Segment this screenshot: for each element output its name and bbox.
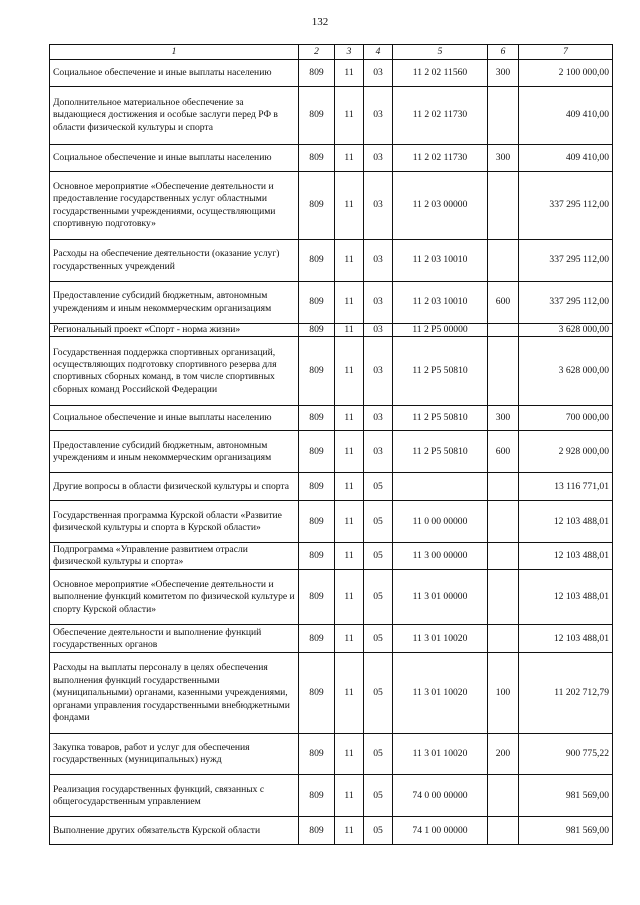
row-gr: 809 <box>299 337 335 406</box>
row-name: Закупка товаров, работ и услуг для обеспечения государственных (муниципальных) нужд <box>50 734 299 775</box>
row-pr: 05 <box>364 653 393 734</box>
row-name: Реализация государственных функций, связанных с общегосударственным управлением <box>50 775 299 817</box>
table-row <box>50 473 613 501</box>
col-header-7: 7 <box>519 45 613 60</box>
row-gr: 809 <box>299 625 335 653</box>
row-pr: 05 <box>364 625 393 653</box>
row-name: Государственная программа Курской области «Развитие физической культуры и спорта в Курской области» <box>50 501 299 543</box>
row-pr: 05 <box>364 473 393 501</box>
row-gr: 809 <box>299 87 335 145</box>
row-gr: 809 <box>299 734 335 775</box>
row-name: Предоставление субсидий бюджетным, автономным учреждениям и иным некоммерческим организациям <box>50 282 299 324</box>
row-csr: 11 2 P5 50810 <box>393 431 488 473</box>
row-pr: 03 <box>364 406 393 431</box>
row-sum: 12 103 488,01 <box>519 501 613 543</box>
row-rz: 11 <box>335 406 364 431</box>
row-gr: 809 <box>299 570 335 625</box>
row-name: Расходы на обеспечение деятельности (оказание услуг) государственных учреждений <box>50 240 299 282</box>
budget-table <box>49 44 613 845</box>
row-rz: 11 <box>335 87 364 145</box>
row-gr: 809 <box>299 543 335 570</box>
row-gr: 809 <box>299 817 335 845</box>
row-gr: 809 <box>299 282 335 324</box>
row-csr: 11 3 01 10020 <box>393 625 488 653</box>
row-rz: 11 <box>335 324 364 337</box>
row-gr: 809 <box>299 431 335 473</box>
row-vr: 300 <box>488 406 519 431</box>
header-row <box>50 45 613 60</box>
row-vr <box>488 337 519 406</box>
row-name: Предоставление субсидий бюджетным, автономным учреждениям и иным некоммерческим организациям <box>50 431 299 473</box>
row-rz: 11 <box>335 240 364 282</box>
row-csr: 11 3 00 00000 <box>393 543 488 570</box>
row-sum: 900 775,22 <box>519 734 613 775</box>
row-pr: 03 <box>364 60 393 87</box>
table-row <box>50 337 613 406</box>
row-name: Социальное обеспечение и иные выплаты населению <box>50 145 299 172</box>
row-sum: 981 569,00 <box>519 775 613 817</box>
row-sum: 3 628 000,00 <box>519 337 613 406</box>
table-row <box>50 501 613 543</box>
row-gr: 809 <box>299 145 335 172</box>
row-name: Основное мероприятие «Обеспечение деятельности и предоставление государственных услуг областными государственными учреждениями, осуществляющими спортивную подготовку» <box>50 172 299 240</box>
table-row <box>50 817 613 845</box>
row-name: Обеспечение деятельности и выполнение функций государственных органов <box>50 625 299 653</box>
row-rz: 11 <box>335 337 364 406</box>
row-name: Другие вопросы в области физической культуры и спорта <box>50 473 299 501</box>
col-header-3: 3 <box>335 45 364 60</box>
row-sum: 337 295 112,00 <box>519 282 613 324</box>
table-row <box>50 734 613 775</box>
row-pr: 05 <box>364 775 393 817</box>
row-gr: 809 <box>299 240 335 282</box>
row-rz: 11 <box>335 431 364 473</box>
row-sum: 981 569,00 <box>519 817 613 845</box>
row-gr: 809 <box>299 501 335 543</box>
row-gr: 809 <box>299 60 335 87</box>
row-csr: 11 2 02 11560 <box>393 60 488 87</box>
row-csr: 11 2 03 10010 <box>393 282 488 324</box>
row-sum: 700 000,00 <box>519 406 613 431</box>
table-row <box>50 570 613 625</box>
row-sum: 337 295 112,00 <box>519 172 613 240</box>
row-pr: 03 <box>364 87 393 145</box>
row-pr: 03 <box>364 337 393 406</box>
row-name: Дополнительное материальное обеспечение за выдающиеся достижения и особые заслуги перед РФ в области физической культуры и спорта <box>50 87 299 145</box>
row-vr <box>488 817 519 845</box>
row-vr <box>488 543 519 570</box>
row-vr: 300 <box>488 60 519 87</box>
table-row <box>50 282 613 324</box>
row-rz: 11 <box>335 172 364 240</box>
table-row <box>50 625 613 653</box>
row-csr: 11 2 P5 50810 <box>393 337 488 406</box>
row-pr: 05 <box>364 570 393 625</box>
row-gr: 809 <box>299 775 335 817</box>
row-vr <box>488 473 519 501</box>
row-vr <box>488 240 519 282</box>
col-header-4: 4 <box>364 45 393 60</box>
row-sum: 337 295 112,00 <box>519 240 613 282</box>
table-row <box>50 240 613 282</box>
row-name: Государственная поддержка спортивных организаций, осуществляющих подготовку спортивного резерва для спортивных сборных команд, в том числе спортивных сборных команд Российской Федерации <box>50 337 299 406</box>
row-csr <box>393 473 488 501</box>
row-name: Выполнение других обязательств Курской области <box>50 817 299 845</box>
row-vr <box>488 324 519 337</box>
row-sum: 12 103 488,01 <box>519 543 613 570</box>
row-pr: 05 <box>364 501 393 543</box>
table-row <box>50 653 613 734</box>
row-vr: 600 <box>488 431 519 473</box>
row-rz: 11 <box>335 817 364 845</box>
row-name: Региональный проект «Спорт - норма жизни» <box>50 324 299 337</box>
row-csr: 11 3 01 00000 <box>393 570 488 625</box>
row-pr: 05 <box>364 543 393 570</box>
col-header-2: 2 <box>299 45 335 60</box>
row-vr: 200 <box>488 734 519 775</box>
row-name: Основное мероприятие «Обеспечение деятельности и выполнение функций комитетом по физической культуре и спорту Курской области» <box>50 570 299 625</box>
row-vr <box>488 775 519 817</box>
table-row <box>50 145 613 172</box>
row-sum: 409 410,00 <box>519 145 613 172</box>
row-rz: 11 <box>335 570 364 625</box>
table-row <box>50 406 613 431</box>
table-row <box>50 543 613 570</box>
row-csr: 74 1 00 00000 <box>393 817 488 845</box>
row-rz: 11 <box>335 775 364 817</box>
row-rz: 11 <box>335 501 364 543</box>
row-pr: 03 <box>364 172 393 240</box>
row-pr: 03 <box>364 282 393 324</box>
table-row <box>50 431 613 473</box>
row-name: Подпрограмма «Управление развитием отрасли физической культуры и спорта» <box>50 543 299 570</box>
row-gr: 809 <box>299 473 335 501</box>
row-name: Расходы на выплаты персоналу в целях обеспечения выполнения функций государственными (муниципальными) органами, казенными учреждениями, органами управления государственными внебюджетными фондами <box>50 653 299 734</box>
table-row <box>50 87 613 145</box>
row-gr: 809 <box>299 172 335 240</box>
row-sum: 12 103 488,01 <box>519 570 613 625</box>
row-vr <box>488 172 519 240</box>
row-sum: 2 100 000,00 <box>519 60 613 87</box>
page-number: 132 <box>311 16 329 28</box>
table-row <box>50 324 613 337</box>
row-vr: 300 <box>488 145 519 172</box>
row-pr: 03 <box>364 240 393 282</box>
row-name: Социальное обеспечение и иные выплаты населению <box>50 406 299 431</box>
row-gr: 809 <box>299 324 335 337</box>
col-header-5: 5 <box>393 45 488 60</box>
row-csr: 11 2 03 00000 <box>393 172 488 240</box>
row-vr <box>488 87 519 145</box>
row-rz: 11 <box>335 625 364 653</box>
col-header-6: 6 <box>488 45 519 60</box>
row-rz: 11 <box>335 60 364 87</box>
row-vr <box>488 625 519 653</box>
row-csr: 11 2 P5 50810 <box>393 406 488 431</box>
row-sum: 3 628 000,00 <box>519 324 613 337</box>
table-row <box>50 60 613 87</box>
row-csr: 11 3 01 10020 <box>393 734 488 775</box>
row-vr: 600 <box>488 282 519 324</box>
row-csr: 74 0 00 00000 <box>393 775 488 817</box>
row-sum: 2 928 000,00 <box>519 431 613 473</box>
row-sum: 11 202 712,79 <box>519 653 613 734</box>
row-csr: 11 2 03 10010 <box>393 240 488 282</box>
row-gr: 809 <box>299 406 335 431</box>
row-rz: 11 <box>335 543 364 570</box>
row-csr: 11 3 01 10020 <box>393 653 488 734</box>
row-rz: 11 <box>335 653 364 734</box>
row-vr <box>488 570 519 625</box>
table-row <box>50 172 613 240</box>
row-csr: 11 0 00 00000 <box>393 501 488 543</box>
row-pr: 05 <box>364 817 393 845</box>
row-vr: 100 <box>488 653 519 734</box>
row-rz: 11 <box>335 145 364 172</box>
row-pr: 05 <box>364 734 393 775</box>
row-gr: 809 <box>299 653 335 734</box>
row-pr: 03 <box>364 324 393 337</box>
row-csr: 11 2 P5 00000 <box>393 324 488 337</box>
col-header-1: 1 <box>50 45 299 60</box>
row-rz: 11 <box>335 734 364 775</box>
row-name: Социальное обеспечение и иные выплаты населению <box>50 60 299 87</box>
table-row <box>50 775 613 817</box>
row-rz: 11 <box>335 473 364 501</box>
row-sum: 409 410,00 <box>519 87 613 145</box>
row-sum: 12 103 488,01 <box>519 625 613 653</box>
row-pr: 03 <box>364 431 393 473</box>
row-csr: 11 2 02 11730 <box>393 87 488 145</box>
row-pr: 03 <box>364 145 393 172</box>
row-sum: 13 116 771,01 <box>519 473 613 501</box>
row-vr <box>488 501 519 543</box>
row-rz: 11 <box>335 282 364 324</box>
row-csr: 11 2 02 11730 <box>393 145 488 172</box>
